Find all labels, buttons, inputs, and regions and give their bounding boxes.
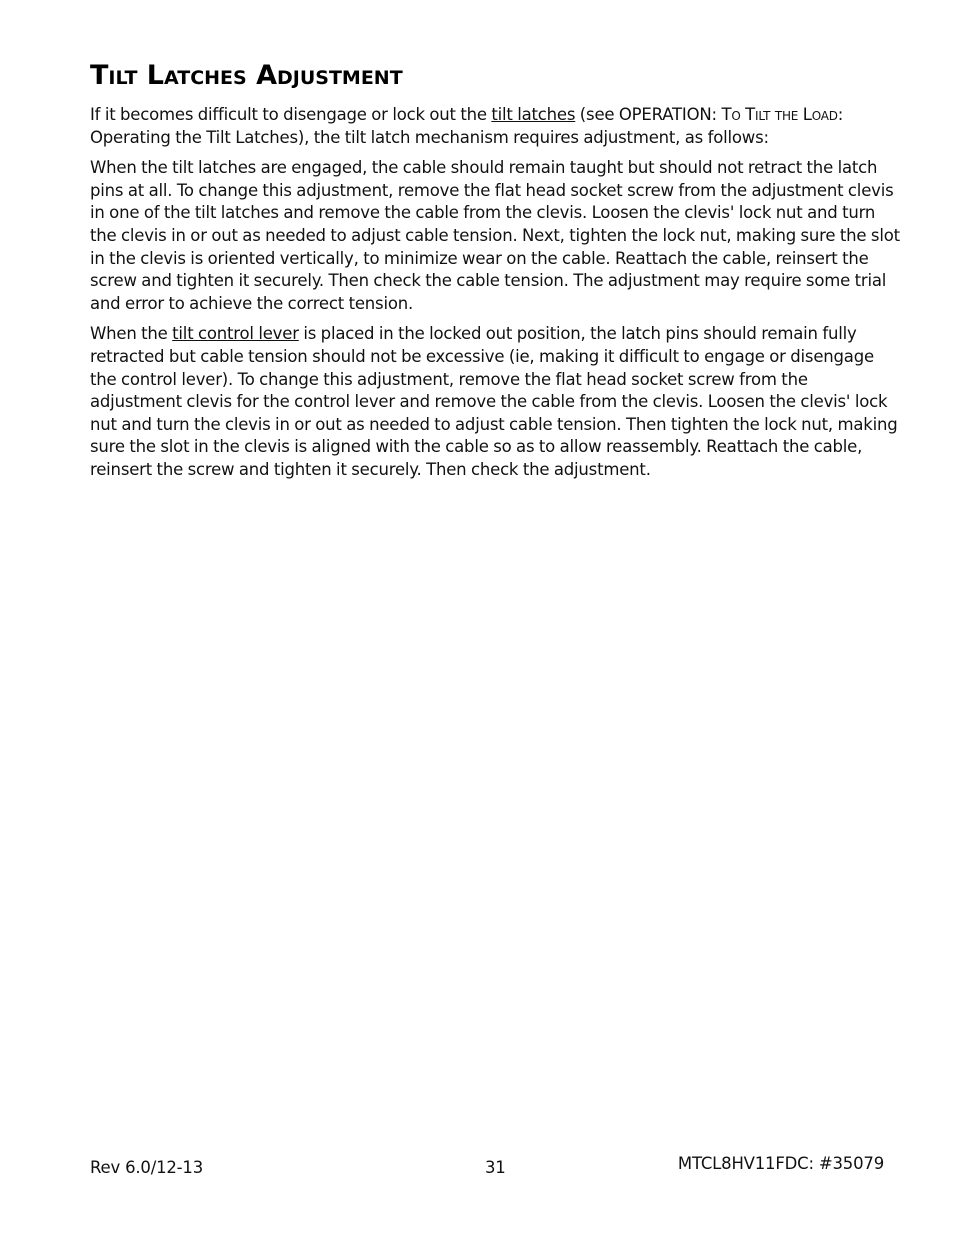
control-lever-adjustment-paragraph bbox=[90, 323, 902, 481]
tilt-control-lever-link[interactable]: tilt control lever bbox=[172, 324, 299, 344]
section-heading: Tilt Latches Adjustment bbox=[90, 60, 403, 91]
document-page bbox=[90, 56, 902, 490]
page-number: 31 bbox=[485, 1158, 506, 1177]
intro-text-middle: (see OPERATION: bbox=[575, 105, 722, 124]
tilt-latches-link[interactable]: tilt latches bbox=[491, 105, 576, 124]
revision-label: Rev 6.0/12-13 bbox=[90, 1158, 204, 1177]
intro-text-end: : Operating the Tilt Latches), the tilt latch mechanism requires adjustment, as follows: bbox=[90, 105, 844, 147]
intro-paragraph bbox=[90, 104, 902, 149]
intro-text-start: If it becomes difficult to disengage or lock out the bbox=[90, 105, 492, 124]
control-text-start: When the bbox=[90, 324, 173, 344]
model-number: MTCL8HV11FDC: #35079 bbox=[677, 1154, 884, 1173]
operation-reference: To Tilt the Load bbox=[721, 105, 838, 124]
control-text-end: is placed in the locked out position, the latch pins should remain fully retracted but cable tension should not be excessive (ie, making it difficult to engage or disengage the control lever). To change this adjustment, remove the flat head socket screw from the adjustment clevis for the control lever and remove the cable from the clevis. Loosen the clevis' lock nut and turn the clevis in or out as needed to adjust cable tension. Then tighten the lock nut, making sure the slot in the clevis is aligned with the cable so as to allow reassembly. Reattach the cable, reinsert the screw and tighten it securely. Then check the adjustment. bbox=[90, 324, 898, 479]
tilt-latch-adjustment-paragraph: When the tilt latches are engaged, the cable should remain taught but should not retract the latch pins at all. To change this adjustment, remove the flat head socket screw from the adjustment clevis in one of the tilt latches and remove the cable from the clevis. Loosen the clevis' lock nut and turn the clevis in or out as needed to adjust cable tension. Next, tighten the lock nut, making sure the slot in the clevis is oriented vertically, to minimize wear on the cable. Reattach the cable, reinsert the screw and tighten it securely. Then check the cable tension. The adjustment may require some trial and error to achieve the correct tension. bbox=[90, 158, 900, 313]
page-footer bbox=[90, 1154, 890, 1184]
